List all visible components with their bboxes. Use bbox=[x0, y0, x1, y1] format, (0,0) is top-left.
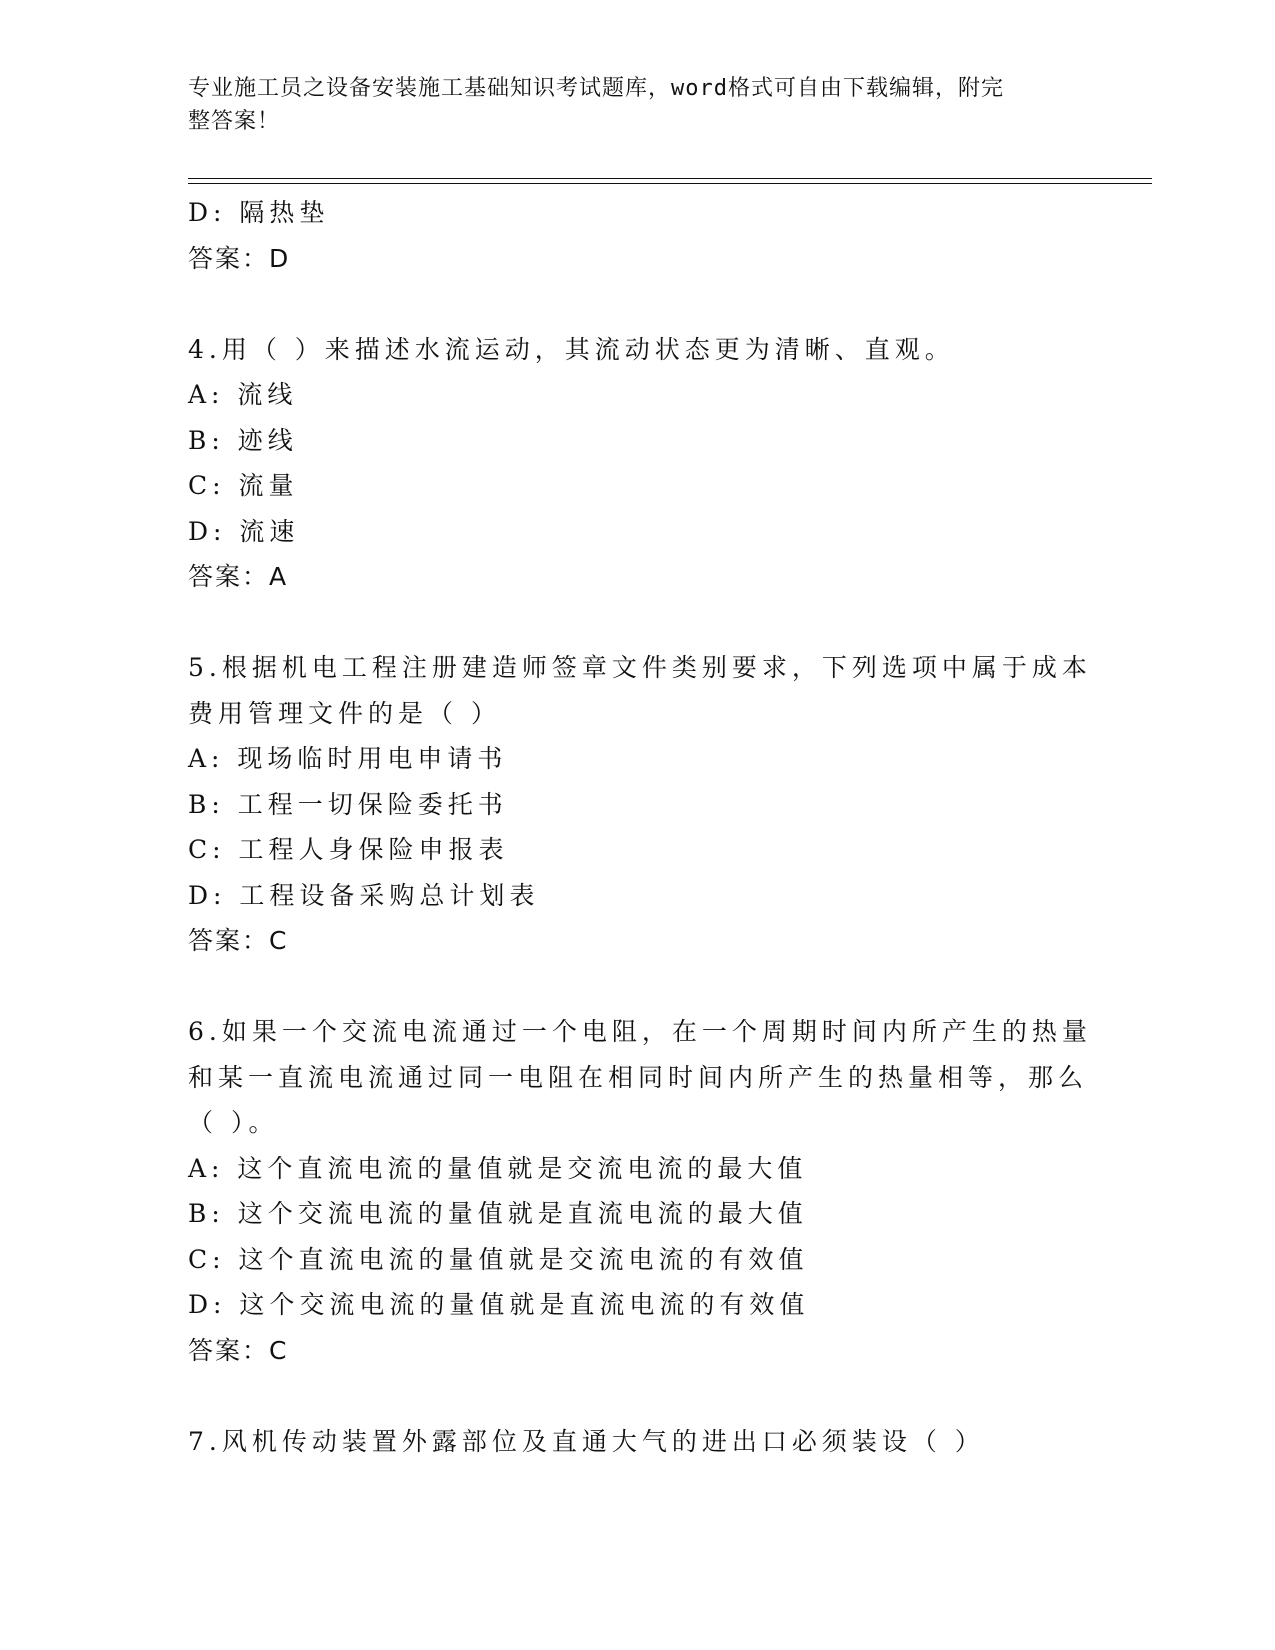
answer-line: 答案：C bbox=[188, 1335, 289, 1365]
option-line: A: 这个直流电流的量值就是交流电流的最大值 bbox=[188, 1153, 808, 1183]
question-text: 4.用（ ）来描述水流运动，其流动状态更为清晰、直观。 bbox=[188, 334, 955, 364]
option-line: D: 工程设备采购总计划表 bbox=[188, 880, 540, 910]
option-line: C: 这个直流电流的量值就是交流电流的有效值 bbox=[188, 1244, 809, 1274]
option-line: B: 迹线 bbox=[188, 425, 298, 455]
header-line-1: 专业施工员之设备安装施工基础知识考试题库，word格式可自由下载编辑，附完 bbox=[188, 76, 1004, 101]
option-line: B: 这个交流电流的量值就是直流电流的最大值 bbox=[188, 1199, 808, 1228]
answer-line: 答案：C bbox=[188, 926, 289, 955]
option-line: A: 流线 bbox=[188, 380, 298, 409]
spacer bbox=[188, 281, 1088, 327]
header-divider-top bbox=[188, 178, 1152, 179]
document-header bbox=[188, 72, 1068, 138]
question-text: 和某一直流电流通过同一电阻在相同时间内所产生的热量相等，那么 bbox=[188, 1062, 1089, 1092]
question-text: 7.风机传动装置外露部位及直通大气的进出口必须装设（ ） bbox=[188, 1426, 985, 1456]
question-text: 6.如果一个交流电流通过一个电阻，在一个周期时间内所产生的热量 bbox=[188, 1017, 1092, 1046]
header-divider-bottom bbox=[188, 183, 1152, 184]
question-list bbox=[188, 190, 1092, 1464]
option-line: D: 隔热垫 bbox=[188, 198, 330, 227]
header-line-2: 整答案！ bbox=[188, 109, 281, 134]
answer-line: 答案：D bbox=[188, 243, 291, 273]
spacer bbox=[188, 600, 1088, 646]
option-line: D: 这个交流电流的量值就是直流电流的有效值 bbox=[188, 1290, 810, 1319]
spacer bbox=[188, 964, 1088, 1010]
answer-line: 答案：A bbox=[188, 562, 289, 591]
question-text: （ ）。 bbox=[188, 1108, 279, 1137]
option-line: C: 工程人身保险申报表 bbox=[188, 835, 509, 864]
option-line: D: 流速 bbox=[188, 516, 300, 546]
question-text: 5.根据机电工程注册建造师签章文件类别要求，下列选项中属于成本 bbox=[188, 653, 1092, 682]
option-line: A: 现场临时用电申请书 bbox=[188, 744, 508, 773]
question-text: 费用管理文件的是（ ） bbox=[188, 698, 501, 728]
spacer bbox=[188, 1373, 1088, 1419]
option-line: B: 工程一切保险委托书 bbox=[188, 789, 508, 819]
option-line: C: 流量 bbox=[188, 471, 299, 500]
